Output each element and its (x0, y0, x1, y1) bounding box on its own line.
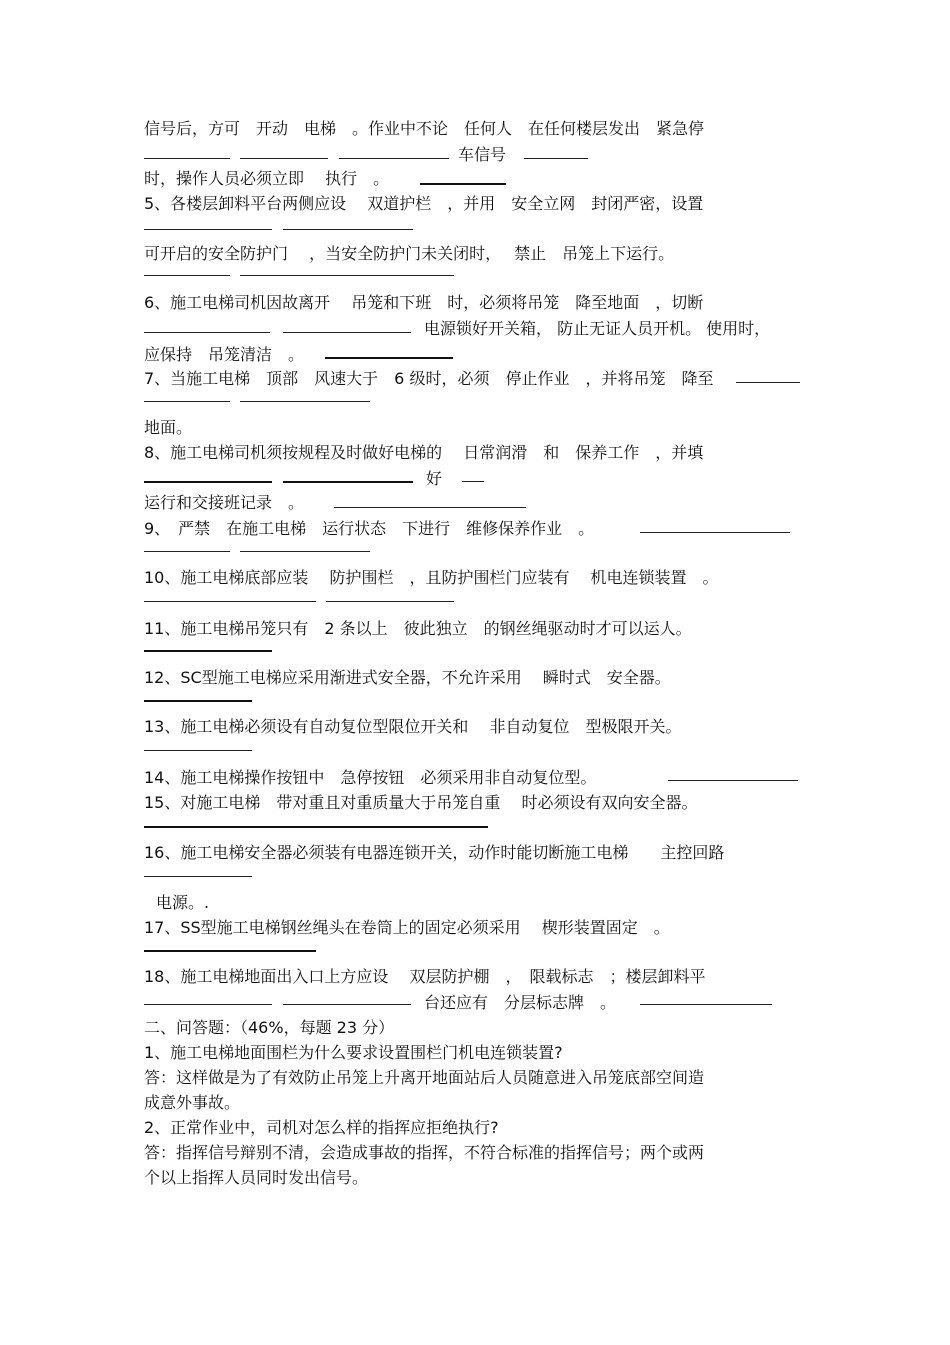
blank-line (668, 780, 798, 781)
blank-line (736, 382, 800, 383)
text-line: 信号后，方可 开动 电梯 。作业中不论 任何人 在任何楼层发出 紧急停 (144, 119, 705, 138)
text-line: 10、施工电梯底部应装 防护围栏 ，且防护围栏门应装有 机电连锁装置 。 (144, 568, 719, 587)
blank-line (240, 275, 454, 276)
blank-line (144, 551, 230, 552)
text-line: 7、当施工电梯 顶部 风速大于 6 级时，必须 停止作业 ，并将吊笼 降至 (144, 369, 714, 388)
blank-line (283, 229, 413, 230)
blank-line (283, 481, 413, 483)
blank-line (144, 332, 270, 333)
blank-line (144, 826, 488, 828)
answer-text: 成意外事故。 (144, 1093, 241, 1112)
blank-line (240, 401, 370, 402)
text-line: 6、施工电梯司机因故离开 吊笼和下班 时，必须将吊笼 降至地面 ，切断 (144, 293, 704, 312)
text-line: 8、施工电梯司机须按规程及时做好电梯的 日常润滑 和 保养工作 ，并填 (144, 443, 704, 462)
section-heading: 二、问答题：（46%，每题 23 分） (144, 1018, 395, 1037)
blank-line (144, 401, 230, 402)
text-line: 车信号 (458, 145, 507, 164)
text-line: 时，操作人员必须立即 执行 。 (144, 169, 390, 188)
text-line: 台还应有 分层标志牌 。 (424, 993, 617, 1012)
blank-line (144, 158, 230, 159)
text-line: 16、施工电梯安全器必须装有电器连锁开关，动作时能切断施工电梯 主控回路 (144, 843, 725, 862)
text-line: 15、对施工电梯 带对重且对重质量大于吊笼自重 时必须设有双向安全器。 (144, 793, 698, 812)
text-line: 地面。 (144, 418, 193, 437)
blank-line (240, 551, 370, 552)
blank-line (283, 1004, 411, 1005)
blank-line (144, 229, 272, 230)
blank-line (325, 357, 453, 359)
blank-line (420, 183, 506, 185)
blank-line (283, 332, 411, 333)
blank-line (144, 601, 316, 602)
blank-line (144, 275, 230, 276)
text-line: 好 (426, 469, 443, 488)
text-line: 9、 严禁 在施工电梯 运行状态 下进行 维修保养作业 。 (144, 519, 595, 538)
blank-line (144, 650, 272, 652)
blank-line (462, 481, 484, 482)
question-text: 2、正常作业中，司机对怎么样的指挥应拒绝执行? (144, 1118, 499, 1137)
blank-line (144, 700, 252, 702)
text-line: 可开启的安全防护门 ，当安全防护门未关闭时， 禁止 吊笼上下运行。 (144, 244, 675, 263)
blank-line (144, 950, 316, 952)
blank-line (640, 532, 790, 533)
text-line: 应保持 吊笼清洁 。 (144, 345, 305, 364)
text-line: 电源锁好开关箱， 防止无证人员开机。 使用时， (424, 319, 771, 338)
blank-line (640, 1004, 772, 1005)
answer-text: 答：这样做是为了有效防止吊笼上升离开地面站后人员随意进入吊笼底部空间造 (144, 1068, 705, 1087)
text-line: 13、施工电梯必须设有自动复位型限位开关和 非自动复位 型极限开关。 (144, 717, 682, 736)
blank-line (144, 750, 252, 751)
text-line: 12、SC型施工电梯应采用渐进式安全器，不允许采用 瞬时式 安全器。 (144, 668, 671, 687)
blank-line (524, 158, 588, 159)
blank-line (144, 1004, 272, 1005)
blank-line (326, 601, 454, 602)
answer-text: 答：指挥信号辩别不清，会造成事故的指挥，不符合标准的指挥信号；两个或两 (144, 1143, 705, 1162)
text-line: 17、SS型施工电梯钢丝绳头在卷筒上的固定必须采用 楔形装置固定 。 (144, 918, 670, 937)
blank-line (334, 507, 526, 508)
answer-text: 个以上指挥人员同时发出信号。 (144, 1168, 369, 1187)
text-line: 18、施工电梯地面出入口上方应设 双层防护棚 ， 限载标志 ；楼层卸料平 (144, 967, 706, 986)
text-line: 运行和交接班记录 。 (144, 493, 305, 512)
text-line: 5、各楼层卸料平台两侧应设 双道护栏 ，并用 安全立网 封闭严密，设置 (144, 194, 704, 213)
text-line: 电源。. (156, 893, 210, 912)
blank-line (339, 158, 449, 159)
blank-line (240, 158, 328, 159)
blank-line (144, 876, 252, 877)
question-text: 1、施工电梯地面围栏为什么要求设置围栏门机电连锁装置? (144, 1043, 563, 1062)
blank-line (144, 481, 272, 483)
text-line: 11、施工电梯吊笼只有 2 条以上 彼此独立 的钢丝绳驱动时才可以运人。 (144, 619, 692, 638)
text-line: 14、施工电梯操作按钮中 急停按钮 必须采用非自动复位型。 (144, 768, 597, 787)
